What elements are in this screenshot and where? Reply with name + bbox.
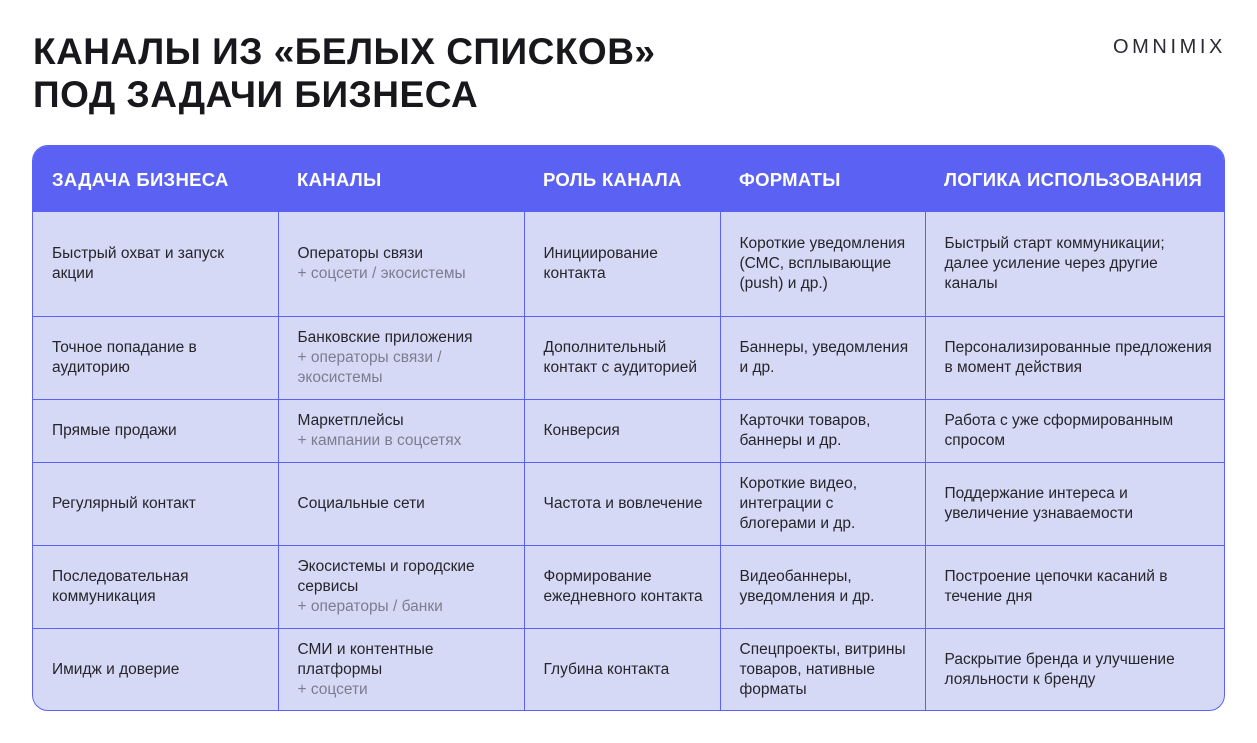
table-row bbox=[33, 399, 1224, 462]
cell-logic: Раскрытие бренда и улучшение лояльности к бренду bbox=[925, 628, 1224, 711]
cell-role: Формирование ежедневного контакта bbox=[524, 545, 720, 628]
channels-extra: + кампании в соцсетях bbox=[297, 431, 462, 449]
table-row bbox=[33, 212, 1224, 316]
cell-formats: Видеобаннеры, уведомления и др. bbox=[720, 545, 925, 628]
channels-main: Банковские приложения bbox=[297, 328, 473, 346]
cell-role: Частота и вовлечение bbox=[524, 462, 720, 545]
cell-formats: Короткие уведомления (СМС, всплывающие (push) и др.) bbox=[720, 212, 925, 316]
channels-main: СМИ и контентные платформы bbox=[297, 640, 434, 678]
cell-logic: Поддержание интереса и увеличение узнаваемости bbox=[925, 462, 1224, 545]
cell-task: Имидж и доверие bbox=[33, 628, 278, 711]
cell-role: Инициирование контакта bbox=[524, 212, 720, 316]
title-line-2: ПОД ЗАДАЧИ БИЗНЕСА bbox=[33, 74, 479, 115]
cell-formats: Карточки товаров, баннеры и др. bbox=[720, 399, 925, 462]
cell-task: Быстрый охват и запуск акции bbox=[33, 212, 278, 316]
header-role: РОЛЬ КАНАЛА bbox=[543, 168, 682, 190]
page-title bbox=[33, 30, 656, 116]
cell-channels bbox=[278, 316, 524, 399]
cell-logic: Быстрый старт коммуникации; далее усиление через другие каналы bbox=[944, 234, 1165, 292]
cell-task: Точное попадание в аудиторию bbox=[33, 316, 278, 399]
table-row bbox=[33, 628, 1224, 711]
channels-extra: + операторы связи / экосистемы bbox=[297, 348, 442, 386]
brand-logo: OMNIMIX bbox=[1113, 36, 1226, 58]
cell-role: Дополнительный контакт с аудиторией bbox=[524, 316, 720, 399]
header-task: ЗАДАЧА БИЗНЕСА bbox=[52, 168, 229, 190]
table-row bbox=[33, 316, 1224, 399]
channels-main: Операторы связи bbox=[297, 244, 424, 262]
channels-extra: + соцсети / экосистемы bbox=[297, 264, 466, 282]
title-line-1: КАНАЛЫ ИЗ «БЕЛЫХ СПИСКОВ» bbox=[33, 31, 656, 72]
header-formats: ФОРМАТЫ bbox=[739, 168, 841, 190]
cell-task: Прямые продажи bbox=[33, 399, 278, 462]
cell-logic: Построение цепочки касаний в течение дня bbox=[925, 545, 1224, 628]
cell-formats: Короткие видео, интеграции с блогерами и др. bbox=[720, 462, 925, 545]
cell-channels bbox=[278, 462, 524, 545]
cell-task: Регулярный контакт bbox=[33, 462, 278, 545]
cell-channels bbox=[278, 212, 524, 316]
channels-main: Маркетплейсы bbox=[297, 411, 404, 429]
cell-channels bbox=[278, 545, 524, 628]
table-header-row bbox=[33, 146, 1224, 212]
table-row bbox=[33, 545, 1224, 628]
table-row bbox=[33, 462, 1224, 545]
header-logic: ЛОГИКА ИСПОЛЬЗОВАНИЯ bbox=[944, 168, 1203, 190]
channels-extra: + соцсети bbox=[297, 680, 368, 698]
header-channels: КАНАЛЫ bbox=[297, 168, 382, 190]
cell-formats: Спецпроекты, витрины товаров, нативные форматы bbox=[720, 628, 925, 711]
cell-channels bbox=[278, 628, 524, 711]
cell-logic: Персонализированные предложения в момент действия bbox=[925, 316, 1224, 399]
channels-main: Экосистемы и городские сервисы bbox=[297, 557, 475, 595]
channels-extra: + операторы / банки bbox=[297, 597, 443, 615]
channels-main: Социальные сети bbox=[297, 494, 425, 512]
cell-role: Глубина контакта bbox=[524, 628, 720, 711]
cell-logic: Работа с уже сформированным спросом bbox=[925, 399, 1224, 462]
channels-table bbox=[32, 145, 1225, 711]
cell-channels bbox=[278, 399, 524, 462]
cell-task: Последовательная коммуникация bbox=[33, 545, 278, 628]
cell-formats: Баннеры, уведомления и др. bbox=[720, 316, 925, 399]
cell-role: Конверсия bbox=[524, 399, 720, 462]
